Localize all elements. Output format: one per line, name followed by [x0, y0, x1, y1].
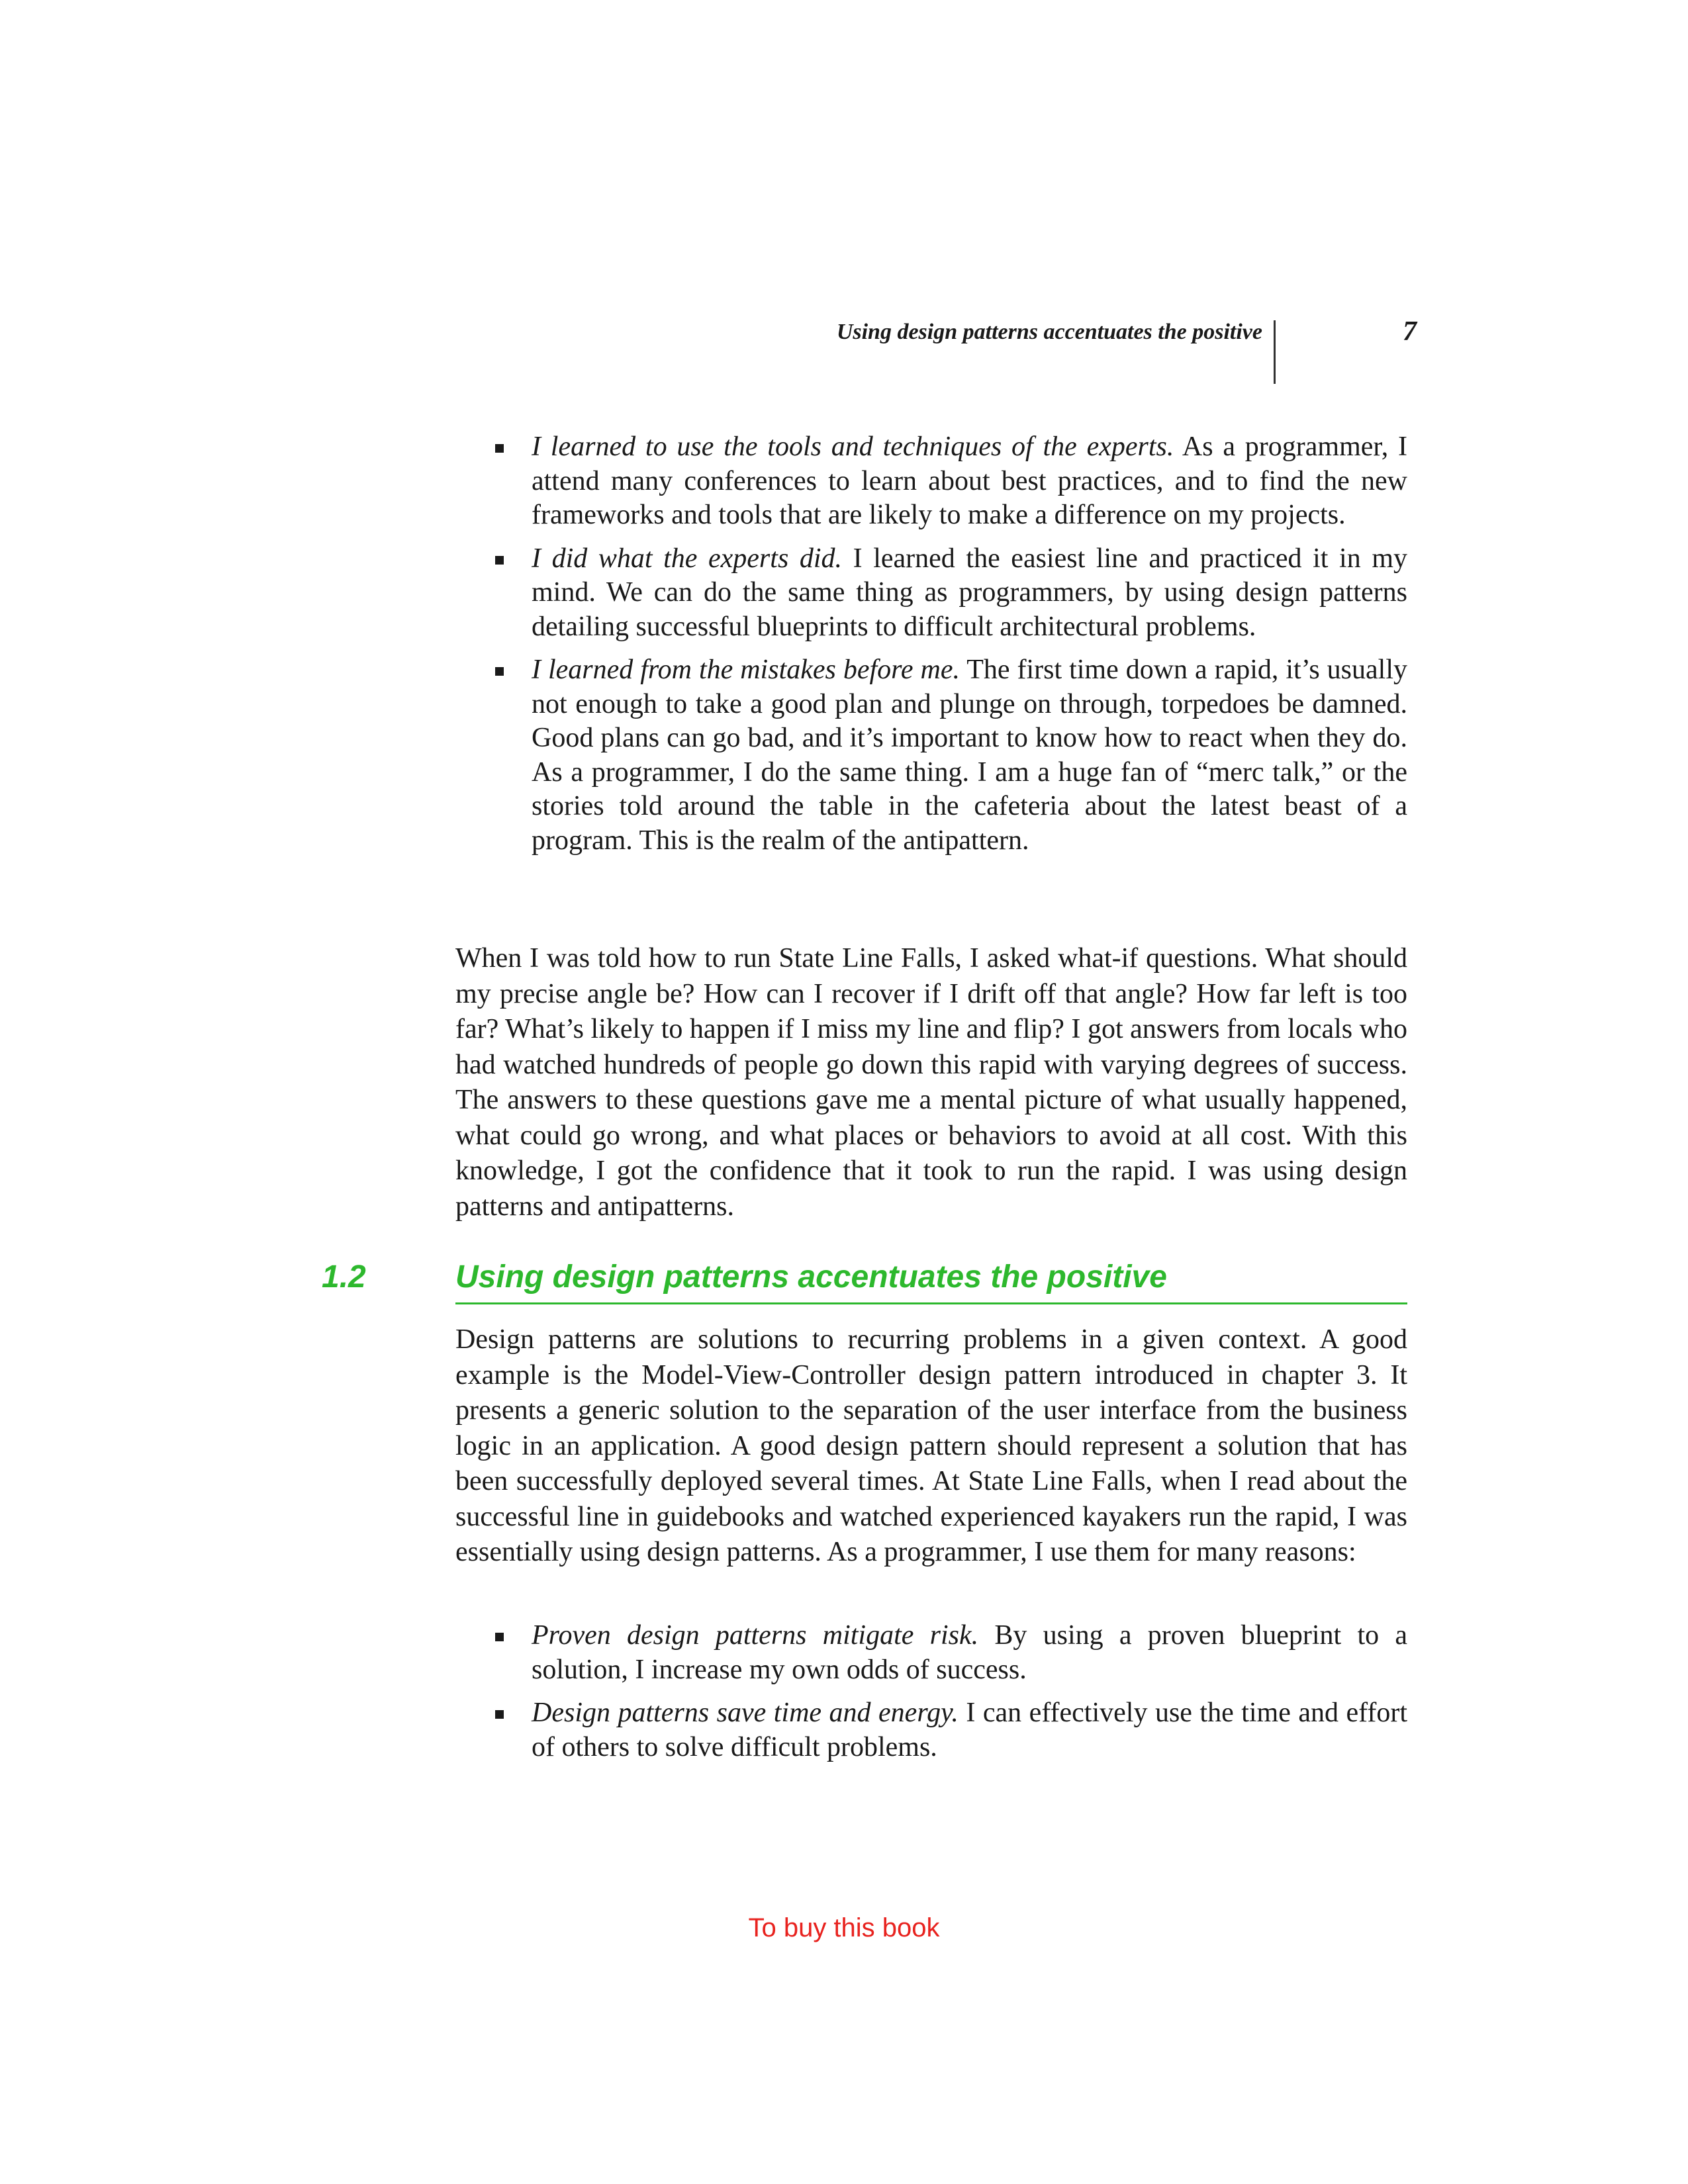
header-divider	[1274, 320, 1276, 384]
bullet-text: By using a proven blueprint to a solution, I increase my own odds of success.	[532, 1620, 1407, 1685]
buy-book-link[interactable]: To buy this book	[748, 1913, 940, 1942]
bullet-text: I learned the easiest line and practiced it in my mind. We can do the same thing as programmers, by using design patterns detailing successful blueprints to difficult architectural problems.	[532, 543, 1407, 642]
list-item	[455, 430, 1407, 533]
bullet-lead: Design patterns save time and energy.	[532, 1698, 959, 1728]
bullet-text: The first time down a rapid, it’s usually not enough to take a good plan and plunge on through, torpedoes be damned. Good plans can go bad, and it’s important to know how to react when they do. As a programmer, I do the same thing. I am a huge fan of “merc talk,” or the stories told around the table in the cafeteria about the latest beast of a program. This is the realm of the antipattern.	[532, 655, 1407, 856]
bullet-lead: I learned from the mistakes before me.	[532, 655, 961, 685]
running-header-title: Using design patterns accentuates the positive	[836, 320, 1262, 344]
square-bullet-icon	[495, 556, 504, 565]
bullet-lead: I did what the experts did.	[532, 543, 843, 574]
section-underline	[455, 1302, 1407, 1304]
bullet-lead: I learned to use the tools and techniques of the experts.	[532, 432, 1174, 462]
square-bullet-icon	[495, 1710, 504, 1719]
body-paragraph-design-patterns	[455, 1322, 1407, 1570]
paragraph: When I was told how to run State Line Falls, I asked what-if questions. What should my precise angle be? How can I recover if I drift off that angle? How far left is too far? What’s likely to happen if I miss my line and flip? I got answers from locals who had watched hundreds of people go down this rapid with varying degrees of success. The answers to these questions gave me a mental picture of what usually happened, what could go wrong, and what places or behaviors to avoid at all cost. With this knowledge, I got the confidence that it took to run the rapid. I was using design patterns and antipatterns.	[455, 943, 1407, 1222]
section-heading: Using design patterns accentuates the positive	[455, 1259, 1167, 1295]
bullet-lead: Proven design patterns mitigate risk.	[532, 1620, 979, 1651]
bullet-list-experts	[455, 430, 1407, 867]
bullet-list-reasons	[455, 1619, 1407, 1774]
list-item	[455, 1696, 1407, 1764]
bullet-text: I can effectively use the time and effort of others to solve difficult problems.	[532, 1698, 1407, 1762]
square-bullet-icon	[495, 667, 504, 676]
bullet-text: As a programmer, I attend many conferences to learn about best practices, and to find the new frameworks and tools that are likely to make a difference on my projects.	[532, 432, 1407, 530]
body-paragraph-whatif	[455, 941, 1407, 1224]
section-number: 1.2	[322, 1259, 366, 1295]
square-bullet-icon	[495, 444, 504, 453]
paragraph: Design patterns are solutions to recurring problems in a given context. A good example is the Model-View-Controller design pattern introduced in chapter 3. It presents a generic solution to the separation of the user interface from the business logic in an application. A good design pattern should represent a solution that has been successfully deployed several times. At State Line Falls, when I read about the successful line in guidebooks and watched experienced kayakers run the rapid, I was essentially using design patterns. As a programmer, I use them for many reasons:	[455, 1324, 1407, 1567]
list-item	[455, 653, 1407, 858]
page-number: 7	[1403, 316, 1417, 347]
list-item	[455, 542, 1407, 645]
list-item	[455, 1619, 1407, 1687]
square-bullet-icon	[495, 1633, 504, 1641]
